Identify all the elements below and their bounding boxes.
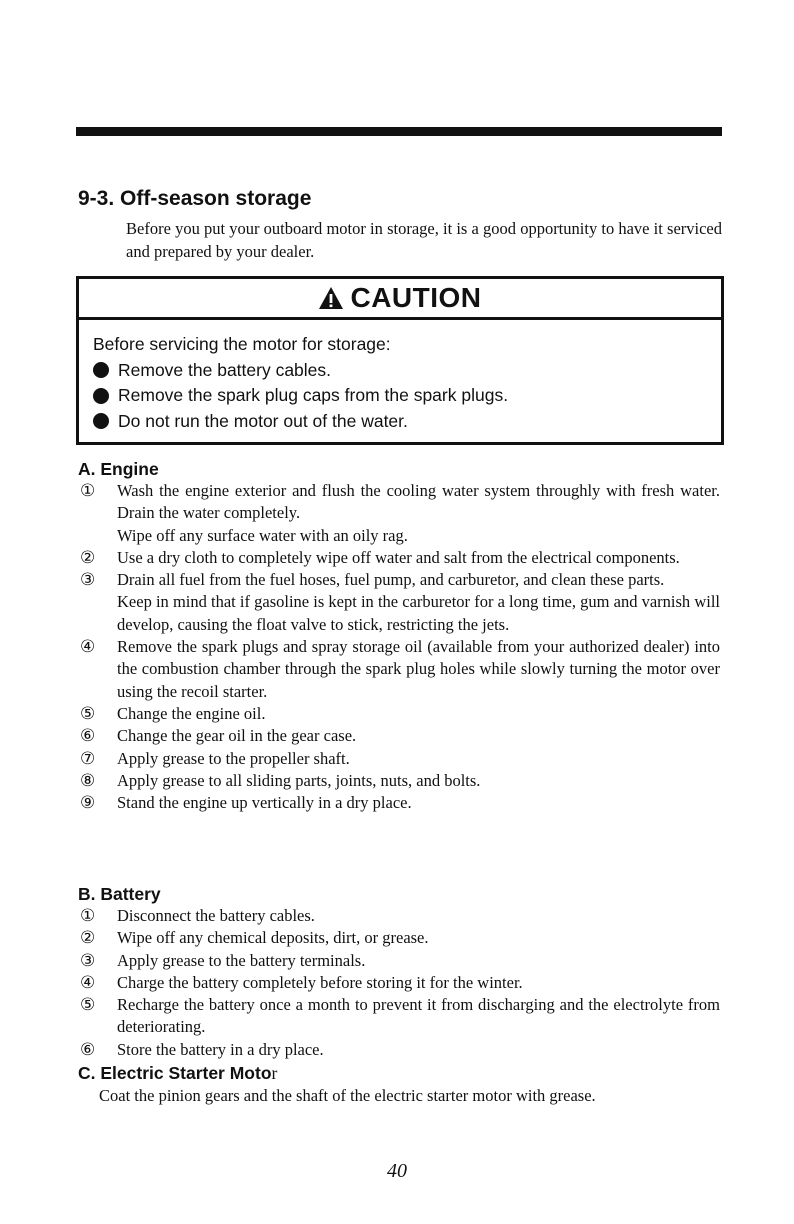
- item-number: ⑥: [80, 1039, 96, 1059]
- engine-list: [80, 480, 720, 814]
- item-text: [117, 636, 720, 703]
- list-item: [80, 994, 720, 1039]
- item-line: Stand the engine up vertically in a dry place.: [117, 793, 412, 813]
- item-line: Recharge the battery once a month to prevent it from discharging and the electrolyte from deteriorating.: [117, 995, 720, 1037]
- item-number: ⑥: [80, 726, 96, 746]
- bullet-icon: [93, 413, 109, 429]
- item-line: Wipe off any surface water with an oily rag.: [117, 525, 408, 545]
- caution-lead: Before servicing the motor for storage:: [93, 334, 391, 354]
- list-item: [80, 480, 720, 547]
- warning-triangle-icon: [318, 285, 344, 311]
- bullet-icon: [93, 362, 109, 378]
- starter-paragraph: Coat the pinion gears and the shaft of the electric starter motor with grease.: [99, 1086, 596, 1105]
- section-title: 9-3. Off-season storage: [78, 187, 312, 210]
- item-text: [117, 748, 720, 770]
- item-line: Wash the engine exterior and flush the cooling water system throughly with fresh water. Drain the water completely.: [117, 481, 720, 523]
- item-number: ⑨: [80, 793, 96, 813]
- item-number: ⑤: [80, 703, 96, 723]
- item-line: Apply grease to the propeller shaft.: [117, 748, 350, 768]
- item-number: ③: [80, 950, 96, 970]
- list-item: [80, 927, 720, 949]
- item-line: Disconnect the battery cables.: [117, 906, 315, 925]
- item-number: ⑦: [80, 748, 96, 768]
- item-number: ②: [80, 928, 96, 948]
- item-text: [117, 725, 720, 747]
- caution-item: Do not run the motor out of the water.: [93, 409, 721, 435]
- item-number: ①: [80, 481, 96, 500]
- battery-list: [80, 905, 720, 1061]
- caution-heading: CAUTION: [350, 282, 482, 313]
- page-number: 40: [387, 1160, 407, 1182]
- item-text: [117, 905, 720, 927]
- header-rule: [76, 127, 722, 136]
- item-text: [117, 770, 720, 792]
- item-line: Store the battery in a dry place.: [117, 1039, 324, 1059]
- item-text: [117, 480, 720, 547]
- item-line: Drain all fuel from the fuel hoses, fuel pump, and carburetor, and clean these parts.: [117, 570, 665, 590]
- item-text: [117, 547, 720, 569]
- item-number: ②: [80, 547, 96, 567]
- caution-body: [79, 320, 721, 434]
- starter-heading: C. Electric Starter Motor: [78, 1063, 278, 1083]
- list-item: [80, 748, 720, 770]
- list-item: [80, 792, 720, 814]
- item-text: [117, 972, 720, 994]
- item-number: ③: [80, 570, 96, 590]
- item-line: Remove the spark plugs and spray storage oil (available from your authorized dealer) into the combustion chamber through the spark plug holes while slowly turning the motor over using the recoil starter.: [117, 637, 720, 701]
- list-item: [80, 547, 720, 569]
- item-text: [117, 703, 720, 725]
- item-line: Wipe off any chemical deposits, dirt, or grease.: [117, 928, 429, 948]
- list-item: [80, 703, 720, 725]
- item-text: [117, 950, 720, 972]
- list-item: [80, 1039, 720, 1061]
- intro-paragraph: Before you put your outboard motor in storage, it is a good opportunity to have it serviced and prepared by your dealer.: [126, 219, 722, 261]
- caution-header: [79, 279, 721, 320]
- item-line: Charge the battery completely before storing it for the winter.: [117, 972, 523, 992]
- engine-heading: A. Engine: [78, 459, 159, 479]
- item-text: [117, 1039, 720, 1061]
- item-text: [117, 994, 720, 1039]
- item-line: Use a dry cloth to completely wipe off water and salt from the electrical components.: [117, 547, 680, 567]
- bullet-icon: [93, 388, 109, 404]
- list-item: [80, 569, 720, 636]
- list-item: [80, 636, 720, 703]
- caution-item: Remove the spark plug caps from the spark plugs.: [93, 383, 721, 409]
- item-text: [117, 927, 720, 949]
- item-number: ⑧: [80, 770, 96, 790]
- item-line: Change the engine oil.: [117, 703, 266, 723]
- caution-box: [76, 276, 724, 445]
- item-line: Apply grease to the battery terminals.: [117, 950, 366, 970]
- list-item: [80, 770, 720, 792]
- list-item: [80, 950, 720, 972]
- battery-heading: B. Battery: [78, 884, 161, 904]
- item-line: Keep in mind that if gasoline is kept in the carburetor for a long time, gum and varnish will develop, causing the float valve to stick, restricting the jets.: [117, 592, 720, 634]
- list-item: [80, 725, 720, 747]
- list-item: [80, 905, 720, 927]
- item-number: ④: [80, 972, 96, 992]
- item-line: Apply grease to all sliding parts, joints, nuts, and bolts.: [117, 770, 481, 790]
- item-number: ⑤: [80, 995, 96, 1015]
- item-text: [117, 569, 720, 636]
- item-number: ①: [80, 906, 96, 925]
- item-text: [117, 792, 720, 814]
- caution-item: Remove the battery cables.: [93, 358, 721, 384]
- list-item: [80, 972, 720, 994]
- item-number: ④: [80, 637, 96, 657]
- item-line: Change the gear oil in the gear case.: [117, 726, 357, 746]
